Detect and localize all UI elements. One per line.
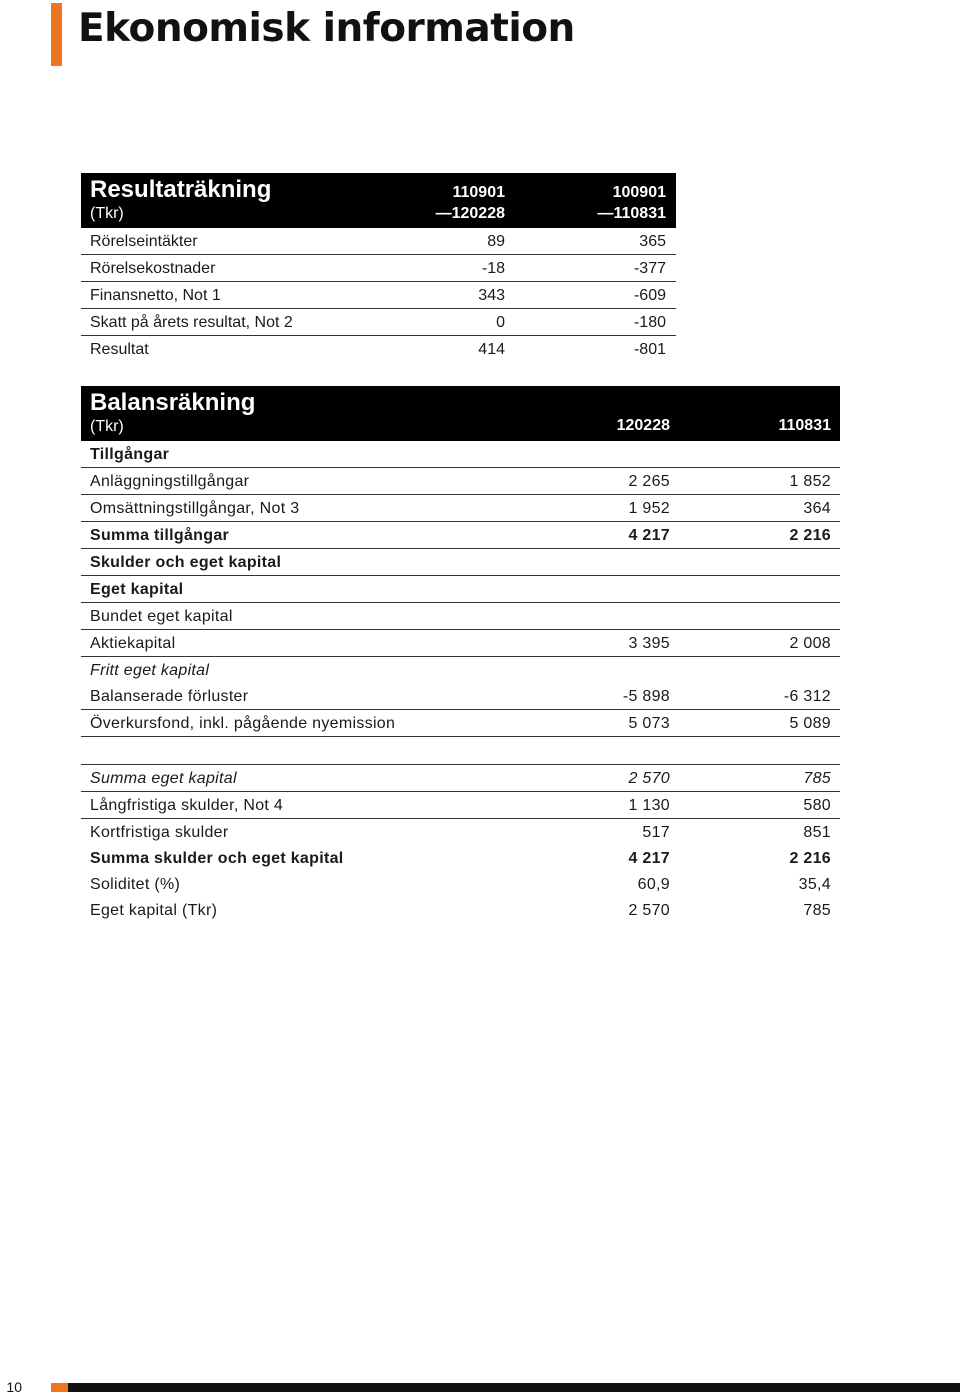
row-value-2: 364 xyxy=(803,500,831,517)
table-row xyxy=(81,710,840,737)
balance-sheet-table xyxy=(81,386,840,923)
row-value-1: 5 073 xyxy=(628,715,670,732)
table-row xyxy=(81,468,840,495)
row-value-2: 365 xyxy=(639,233,666,250)
page-number: 10 xyxy=(6,1379,22,1395)
table-row xyxy=(81,576,840,603)
row-value-1: 2 265 xyxy=(628,473,670,490)
balance-sheet-unit: (Tkr) xyxy=(90,418,124,435)
table-row xyxy=(81,441,840,468)
table-row xyxy=(81,871,840,897)
row-value-2: 851 xyxy=(803,824,831,841)
row-value-2: -377 xyxy=(633,260,666,277)
row-label: Summa skulder och eget kapital xyxy=(90,850,344,867)
table-row xyxy=(81,228,676,255)
row-label: Bundet eget kapital xyxy=(90,608,233,625)
table-row xyxy=(81,765,840,792)
row-label: Summa tillgångar xyxy=(90,527,230,544)
row-value-2: 2 216 xyxy=(789,850,831,867)
income-statement-unit: (Tkr) xyxy=(90,205,124,222)
row-value-2: 785 xyxy=(803,902,831,919)
table-row xyxy=(81,819,840,845)
income-col1-header xyxy=(436,182,505,224)
row-label: Tillgångar xyxy=(90,446,170,463)
row-label: Rörelseintäkter xyxy=(90,233,198,250)
table-row xyxy=(81,336,676,362)
row-label: Anläggningstillgångar xyxy=(90,473,250,490)
row-value-2: 2 008 xyxy=(789,635,831,652)
income-col1-line2: —120228 xyxy=(435,205,505,222)
row-value-1: 4 217 xyxy=(628,527,670,544)
row-label: Summa eget kapital xyxy=(90,770,237,787)
balance-col1-header: 120228 xyxy=(616,417,670,434)
row-value-1: 1 130 xyxy=(628,797,670,814)
row-label: Överkursfond, inkl. pågående nyemission xyxy=(90,715,396,732)
row-value-2: 5 089 xyxy=(789,715,831,732)
income-col2-line2: —110831 xyxy=(597,205,666,222)
table-row xyxy=(81,897,840,923)
row-label: Balanserade förluster xyxy=(90,688,249,705)
row-label: Resultat xyxy=(90,341,149,358)
row-value-1: 4 217 xyxy=(628,850,670,867)
row-value-1: -5 898 xyxy=(622,688,670,705)
row-value-2: 35,4 xyxy=(798,876,831,893)
row-label: Skulder och eget kapital xyxy=(90,554,282,571)
table-row xyxy=(81,549,840,576)
page-title: Ekonomisk information xyxy=(78,6,575,51)
table-row xyxy=(81,282,676,309)
table-row xyxy=(81,657,840,683)
table-row xyxy=(81,309,676,336)
balance-col2-header: 110831 xyxy=(778,417,831,434)
footer-accent-bar xyxy=(51,1383,68,1392)
income-statement-title: Resultaträkning xyxy=(90,176,272,203)
row-label: Omsättningstillgångar, Not 3 xyxy=(90,500,300,517)
row-label: Eget kapital xyxy=(90,581,184,598)
row-value-1: -18 xyxy=(481,260,505,277)
row-value-2: 580 xyxy=(803,797,831,814)
row-value-2: 785 xyxy=(803,770,831,787)
row-value-2: -6 312 xyxy=(783,688,831,705)
row-label: Skatt på årets resultat, Not 2 xyxy=(90,314,293,331)
row-value-2: 1 852 xyxy=(789,473,831,490)
row-value-1: 517 xyxy=(642,824,670,841)
row-label: Fritt eget kapital xyxy=(90,662,210,679)
income-col2-line1: 100901 xyxy=(612,184,666,201)
footer-bar xyxy=(68,1383,960,1392)
table-row xyxy=(81,603,840,630)
income-col1-line1: 110901 xyxy=(452,184,505,201)
table-row xyxy=(81,255,676,282)
table-row xyxy=(81,630,840,657)
row-label: Rörelsekostnader xyxy=(90,260,216,277)
income-statement-table xyxy=(81,173,676,362)
section-gap xyxy=(81,737,840,765)
table-row xyxy=(81,522,840,549)
row-value-1: 343 xyxy=(478,287,505,304)
row-value-1: 89 xyxy=(487,233,505,250)
row-value-1: 2 570 xyxy=(628,902,670,919)
row-value-1: 3 395 xyxy=(628,635,670,652)
balance-sheet-header xyxy=(81,386,840,441)
table-row xyxy=(81,495,840,522)
row-label: Kortfristiga skulder xyxy=(90,824,229,841)
table-row xyxy=(81,792,840,819)
row-value-2: -801 xyxy=(633,341,666,358)
row-value-1: 2 570 xyxy=(628,770,670,787)
row-label: Finansnetto, Not 1 xyxy=(90,287,221,304)
row-value-2: 2 216 xyxy=(789,527,831,544)
row-value-1: 1 952 xyxy=(628,500,670,517)
row-value-1: 0 xyxy=(496,314,505,331)
row-label: Aktiekapital xyxy=(90,635,176,652)
row-label: Soliditet (%) xyxy=(90,876,181,893)
balance-sheet-title: Balansräkning xyxy=(90,389,256,416)
income-col2-header xyxy=(597,182,666,224)
row-label: Eget kapital (Tkr) xyxy=(90,902,218,919)
row-value-2: -180 xyxy=(633,314,666,331)
table-row xyxy=(81,683,840,710)
row-value-2: -609 xyxy=(633,287,666,304)
income-statement-header xyxy=(81,173,676,228)
row-value-1: 414 xyxy=(478,341,505,358)
title-accent-bar xyxy=(51,3,62,66)
row-label: Långfristiga skulder, Not 4 xyxy=(90,797,284,814)
row-value-1: 60,9 xyxy=(637,876,670,893)
table-row xyxy=(81,845,840,871)
